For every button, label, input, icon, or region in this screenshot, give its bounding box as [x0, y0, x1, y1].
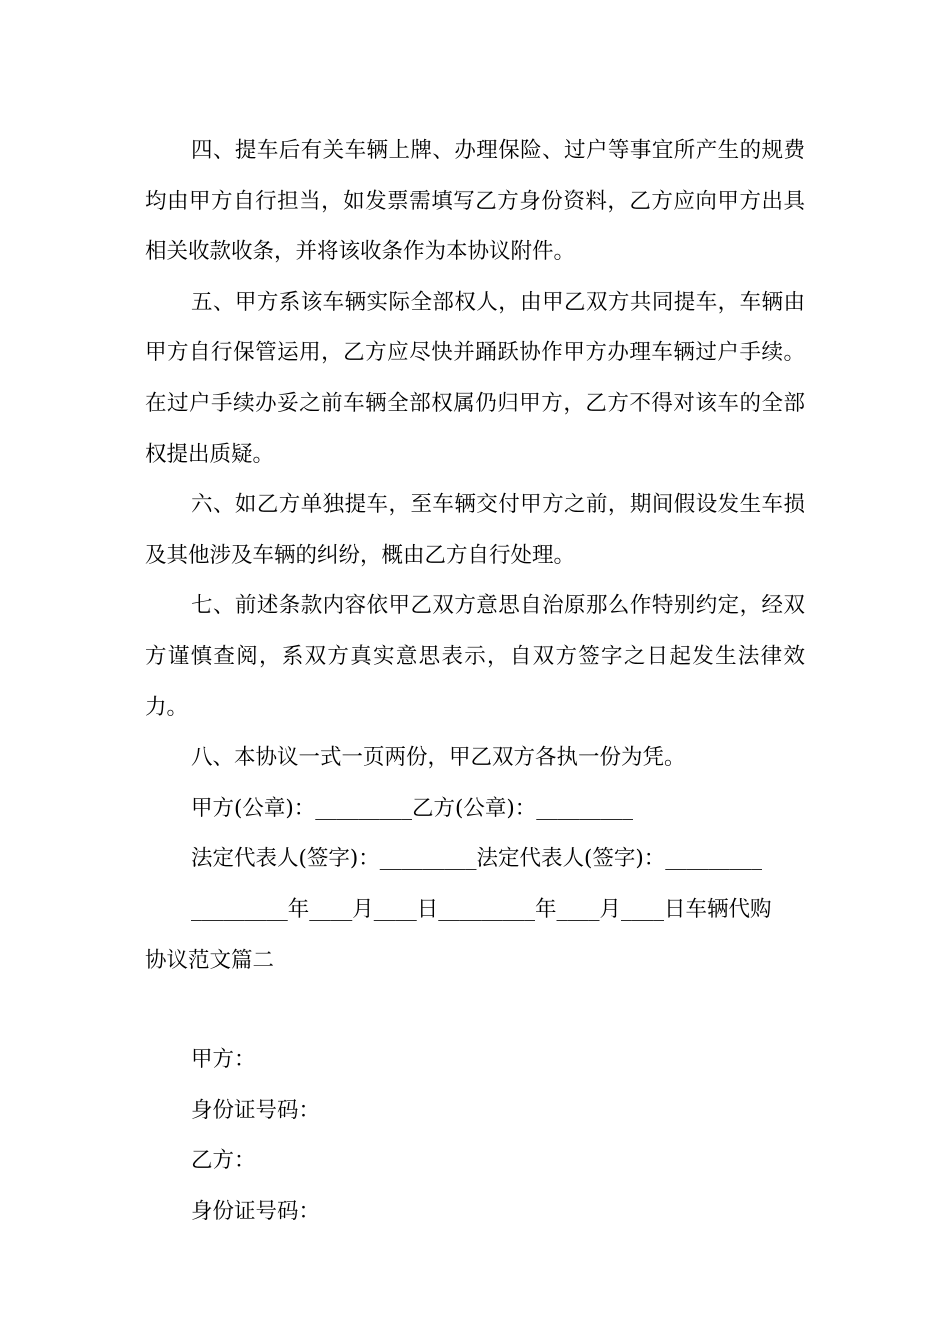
clause-5: 五、甲方系该车辆实际全部权人，由甲乙双方共同提车，车辆由甲方自行保管运用，乙方应尽快并踊跃协作甲方办理车辆过户手续。在过户手续办妥之前车辆全部权属仍归甲方，乙方不得对该车的全部权提出质疑。 — [145, 289, 805, 467]
clause-6: 六、如乙方单独提车，至车辆交付甲方之前，期间假设发生车损及其他涉及车辆的纠纷，概由乙方自行处理。 — [145, 492, 805, 568]
clause-8: 八、本协议一式一页两份，甲乙双方各执一份为凭。 — [191, 745, 686, 771]
clause-7: 七、前述条款内容依甲乙双方意思自治原那么作特别约定，经双方谨慎查阅，系双方真实意思表示，自双方签字之日起发生法律效力。 — [145, 593, 805, 720]
seal-line: 甲方(公章)：_________乙方(公章)：_________ — [191, 795, 634, 821]
party-b-label: 乙方： — [191, 1148, 256, 1174]
signature-line: 法定代表人(签字)：_________法定代表人(签字)：_________ — [191, 846, 763, 872]
party-a-id-label: 身份证号码： — [191, 1097, 321, 1123]
section-title-continuation: 协议范文篇二 — [145, 947, 275, 973]
clause-4: 四、提车后有关车辆上牌、办理保险、过户等事宜所产生的规费均由甲方自行担当，如发票需填写乙方身份资料，乙方应向甲方出具相关收款收条，并将该收条作为本协议附件。 — [145, 138, 805, 265]
party-a-label: 甲方： — [191, 1047, 256, 1073]
party-b-id-label: 身份证号码： — [191, 1198, 321, 1224]
document-page — [145, 126, 805, 1237]
date-line: _________年____月____日_________年____月____日车辆代购 — [191, 896, 772, 922]
